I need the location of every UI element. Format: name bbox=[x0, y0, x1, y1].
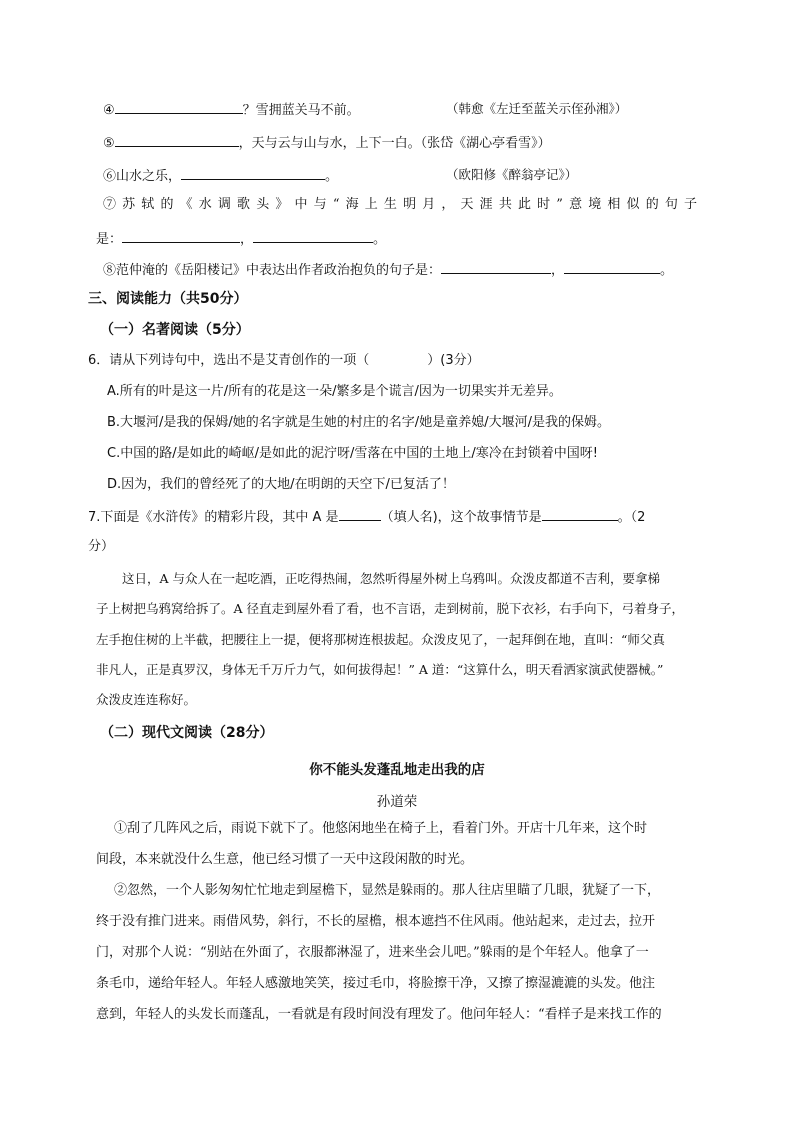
fill-item-5 bbox=[103, 133, 551, 153]
fill-item-8: ⑧范仲淹的《岳阳楼记》中表达出作者政治抱负的句子是： ， 。 bbox=[103, 260, 673, 280]
answer-blank[interactable] bbox=[564, 260, 660, 274]
answer-blank[interactable] bbox=[181, 166, 325, 180]
subsection-heading: （一）名著阅读（5分） bbox=[100, 322, 250, 338]
article-title: 你不能头发蓬乱地走出我的店 bbox=[309, 762, 485, 778]
subsection-heading: （二）现代文阅读（28分） bbox=[100, 725, 274, 741]
option-c: C.中国的路/是如此的崎岖/是如此的泥泞呀/雪落在中国的土地上/寒冷在封锁着中国呀! bbox=[107, 446, 598, 461]
fill-item-4 bbox=[103, 100, 360, 120]
verse-text: ，天与云与山与水，上下一白。（张岱《湖心亭看雪》） bbox=[238, 136, 551, 151]
verse-text: ⑥山水之乐， bbox=[103, 169, 182, 184]
passage-line: 子上树把乌鸦窝给拆了。A 径直走到屋外看了看，也不言语，走到树前，脱下衣衫，右手向下，弓着身子， bbox=[96, 601, 685, 616]
section-heading: 三、阅读能力（共50分） bbox=[88, 291, 248, 307]
answer-blank[interactable] bbox=[115, 100, 243, 114]
article-line: ②忽然，一个人影匆匆忙忙地走到屋檐下，显然是躲雨的。那人往店里瞄了几眼，犹疑了一下， bbox=[114, 883, 661, 898]
item-number: ⑤ bbox=[103, 136, 115, 151]
item-number: ④ bbox=[103, 103, 115, 118]
option-a: A.所有的叶是这一片/所有的花是这一朵/繁多是个谎言/因为一切果实并无差异。 bbox=[107, 384, 562, 399]
article-line: ①刮了几阵风之后，雨说下就下了。他悠闲地坐在椅子上，看着门外。开店十几年来，这个时 bbox=[114, 821, 648, 836]
passage-line: 左手抱住树的上半截，把腰往上一提，便将那树连根拔起。众泼皮见了，一起拜倒在地，直叫：“师父真 bbox=[96, 632, 665, 647]
article-line: 意到，年轻人的头发长而蓬乱，一看就是有段时间没有理发了。他问年轻人：“看样子是来找工作的 bbox=[96, 1007, 662, 1022]
answer-blank[interactable] bbox=[542, 507, 618, 521]
passage-line: 众泼皮连连称好。 bbox=[96, 692, 197, 707]
option-b: B.大堰河/是我的保姆/她的名字就是生她的村庄的名字/她是童养媳/大堰河/是我的保姆。 bbox=[107, 415, 610, 430]
article-line: 终于没有推门进来。雨借风势，斜行，不长的屋檐，根本遮挡不住风雨。他站起来，走过去，拉开 bbox=[96, 914, 656, 929]
passage-line: 这日，A 与众人在一起吃酒，正吃得热闹，忽然听得屋外树上乌鸦叫。众泼皮都道不吉利，要拿梯 bbox=[122, 571, 661, 586]
question-7-stem: 7.下面是《水浒传》的精彩片段，其中 A 是 （填人名)，这个故事情节是 。（2 bbox=[88, 507, 645, 527]
article-line: 间段，本来就没什么生意，他已经习惯了一天中这段闲散的时光。 bbox=[96, 852, 474, 867]
article-author: 孙道荣 bbox=[376, 794, 418, 810]
article-line: 门，对那个人说：“别站在外面了，衣服都淋湿了，进来坐会儿吧。”躲雨的是个年轻人。他拿了一 bbox=[96, 945, 649, 960]
verse-text: ？雪拥蓝关马不前。 bbox=[242, 103, 360, 118]
fill-item-6 bbox=[103, 166, 338, 186]
fill-item-7-line2: 是： ， 。 bbox=[96, 229, 386, 249]
article-line: 条毛巾，递给年轻人。年轻人感激地笑笑，接过毛巾，将脸擦干净，又擦了擦湿漉漉的头发。他注 bbox=[96, 976, 656, 991]
source-citation: （韩愈《左迁至蓝关示侄孙湘》） bbox=[446, 101, 628, 116]
answer-blank[interactable] bbox=[122, 229, 240, 243]
answer-blank[interactable] bbox=[253, 229, 373, 243]
answer-blank[interactable] bbox=[441, 260, 551, 274]
fill-item-7-line1: ⑦苏轼的《水调歌头》中与“海上生明月，天涯共此时”意境相似的句子 bbox=[103, 197, 697, 212]
verse-end: 。 bbox=[325, 169, 339, 184]
question-7-score: 分） bbox=[88, 539, 115, 554]
answer-blank[interactable] bbox=[339, 507, 381, 521]
option-d: D.因为，我们的曾经死了的大地/在明朗的天空下/已复活了！ bbox=[107, 477, 455, 492]
question-6-stem: 6．请从下列诗句中，选出不是艾青创作的一项（ ）(3分） bbox=[88, 353, 480, 368]
passage-line: 非凡人，正是真罗汉，身体无千万斤力气，如何拔得起！” A 道：“这算什么，明天看洒家演武使器械。” bbox=[96, 662, 664, 677]
answer-blank[interactable] bbox=[115, 133, 239, 147]
source-citation: （欧阳修《醉翁亭记》） bbox=[446, 167, 578, 182]
